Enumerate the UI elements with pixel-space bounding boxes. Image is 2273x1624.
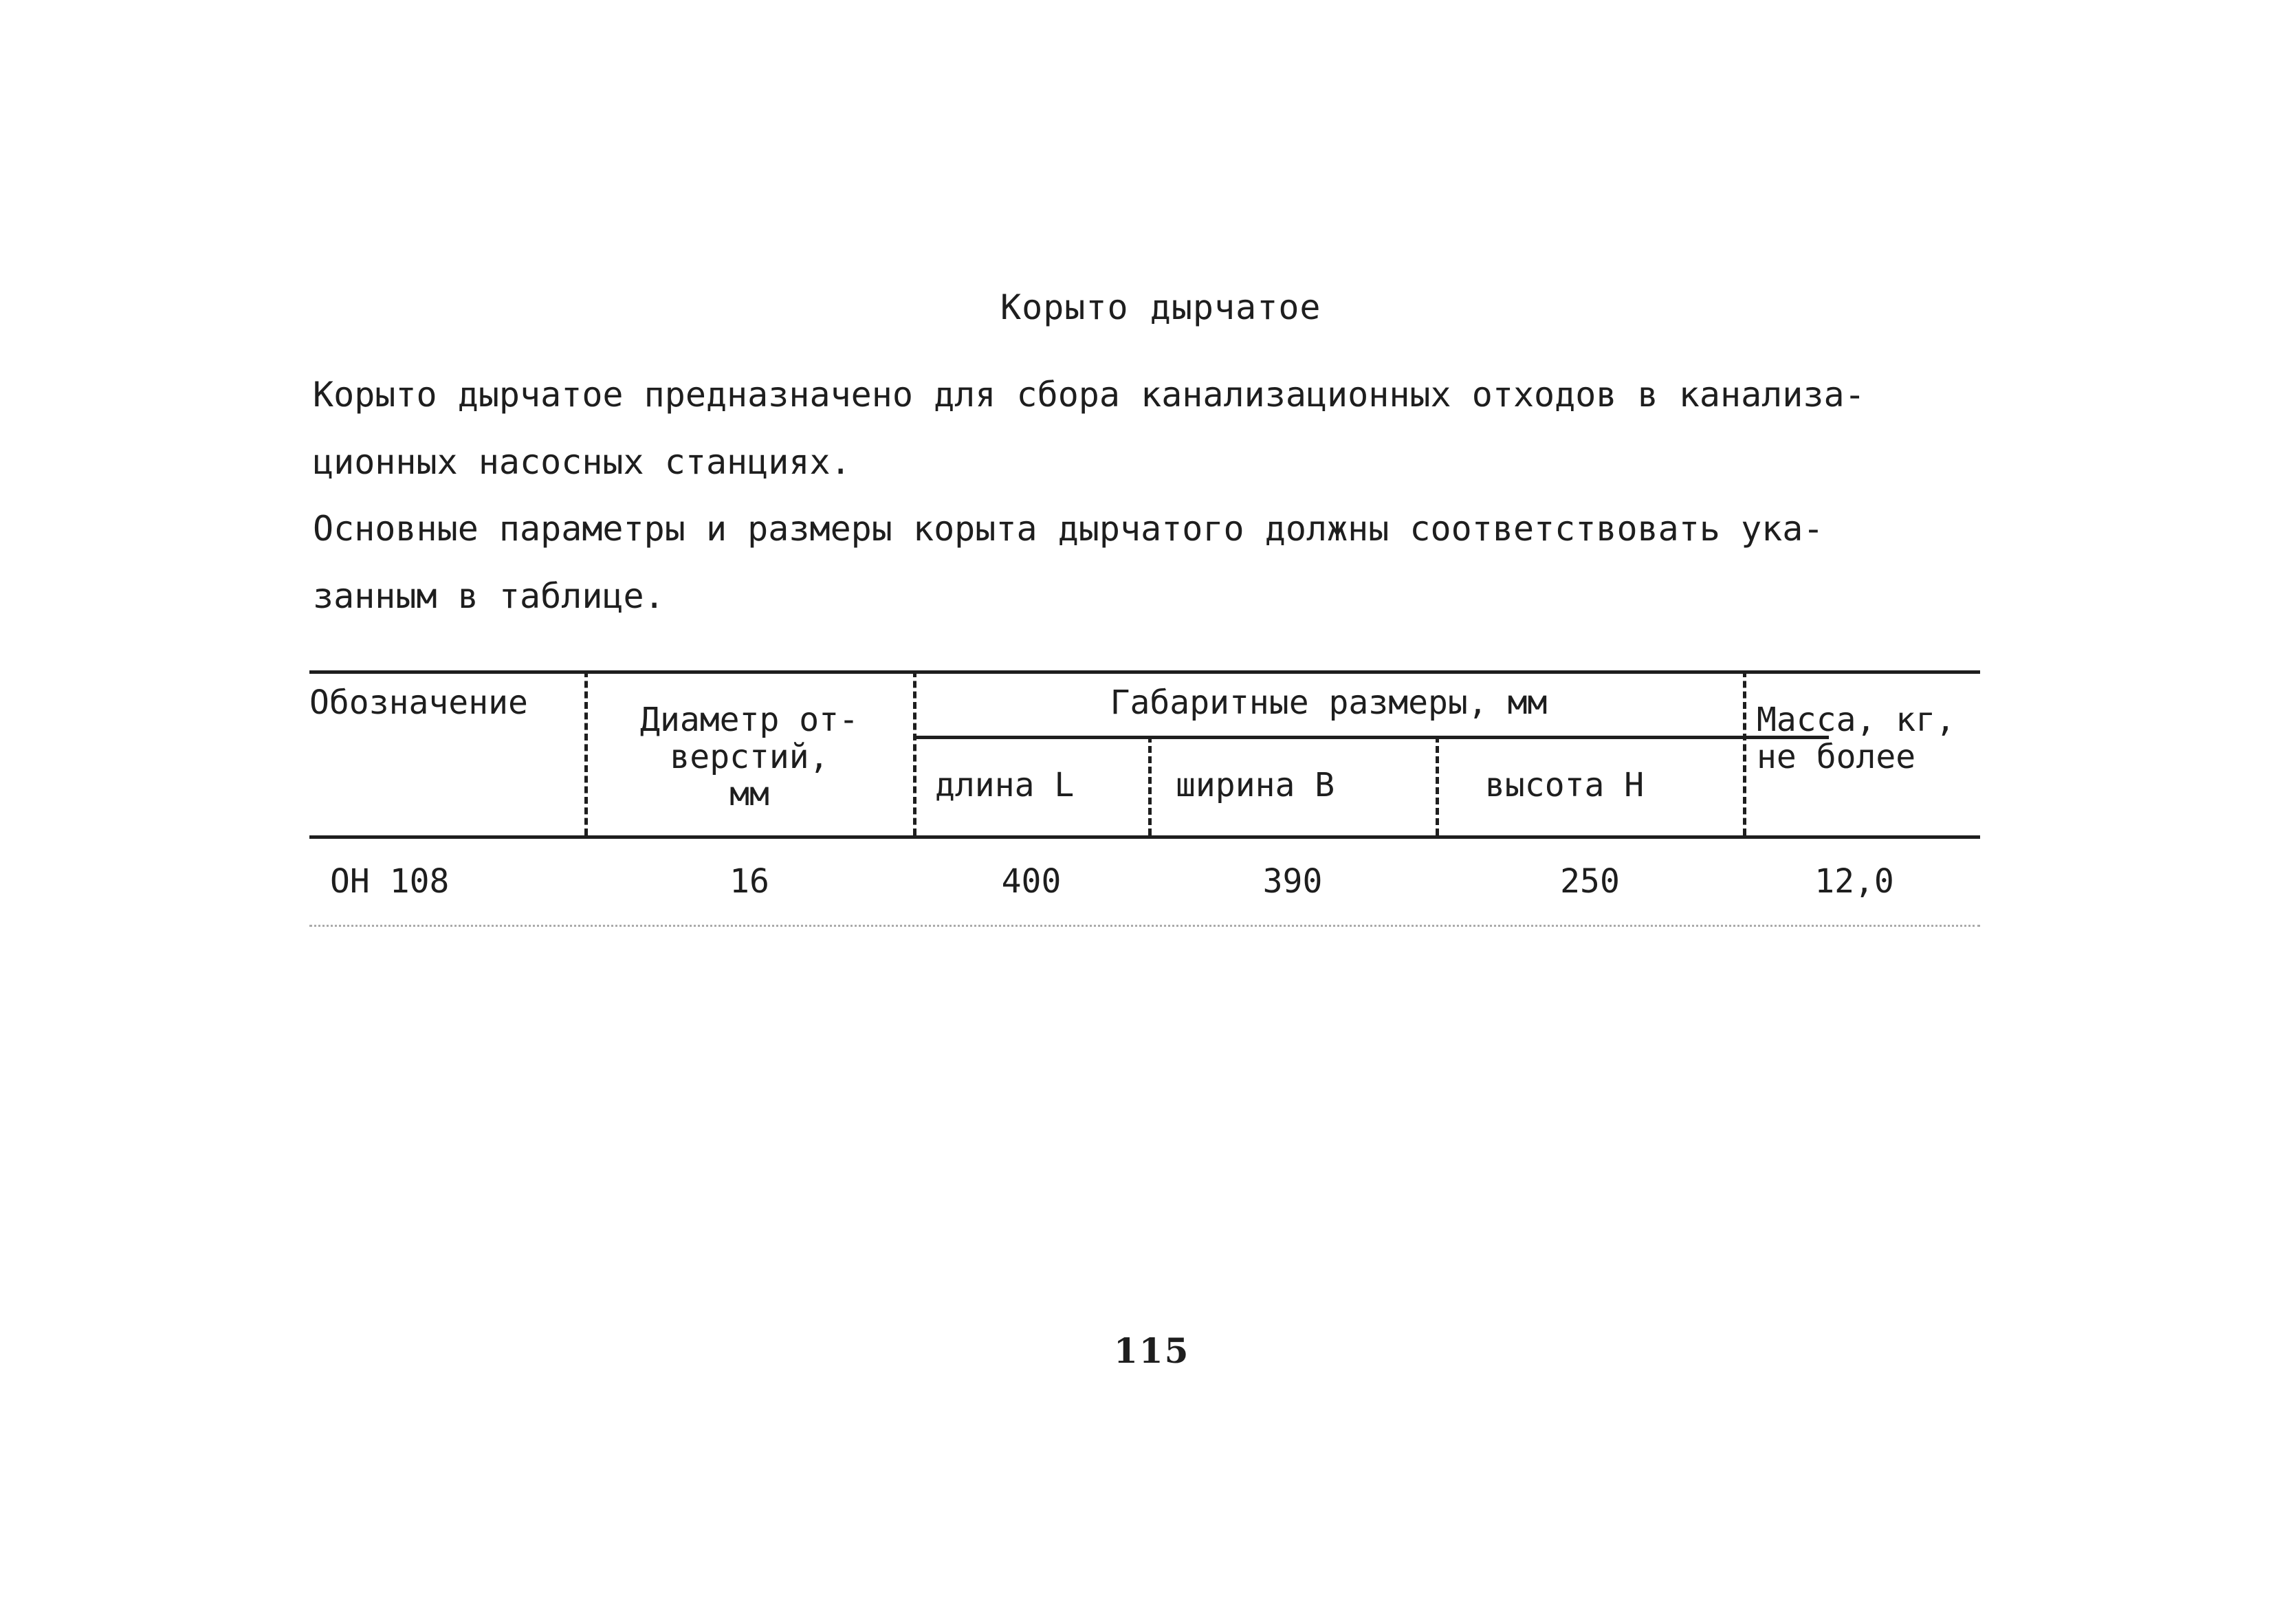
table-col-separator (1436, 736, 1439, 835)
parameters-table (309, 670, 1980, 925)
paragraph-purpose: Корыто дырчатое предназначено для сбора канализационных отходов в канализа- ционных насосных станциях. (313, 375, 1865, 482)
header-mass: Масса, кг, не более (1757, 701, 1955, 776)
page-number: 115 (1114, 1330, 1190, 1371)
cell-length: 400 (1001, 862, 1062, 901)
table-header-rule (309, 835, 1980, 839)
table-subheader-rule (914, 736, 1829, 739)
cell-mass: 12,0 (1814, 862, 1894, 901)
cell-hole-diameter: 16 (729, 862, 769, 901)
header-designation: Обозначение (309, 683, 528, 722)
header-height: высота Н (1485, 766, 1645, 804)
table-col-separator (1743, 670, 1746, 835)
cell-width: 390 (1262, 862, 1323, 901)
table-col-separator (584, 670, 588, 835)
header-overall-dimensions: Габаритные размеры, мм (1110, 683, 1548, 722)
header-hole-diameter: Диаметр от- верстий, мм (640, 701, 859, 813)
table-col-separator (1148, 736, 1152, 835)
table-top-rule (309, 670, 1980, 674)
cell-designation: ОН 108 (330, 862, 450, 901)
table-bottom-rule (309, 925, 1980, 927)
paragraph-parameters: Основные параметры и размеры корыта дырчатого должны соответствовать ука- занным в таблице. (313, 509, 1824, 616)
document-title: Корыто дырчатое (1000, 287, 1321, 327)
header-width: ширина В (1176, 766, 1335, 804)
header-length: длина L (935, 766, 1075, 804)
cell-height: 250 (1560, 862, 1620, 901)
